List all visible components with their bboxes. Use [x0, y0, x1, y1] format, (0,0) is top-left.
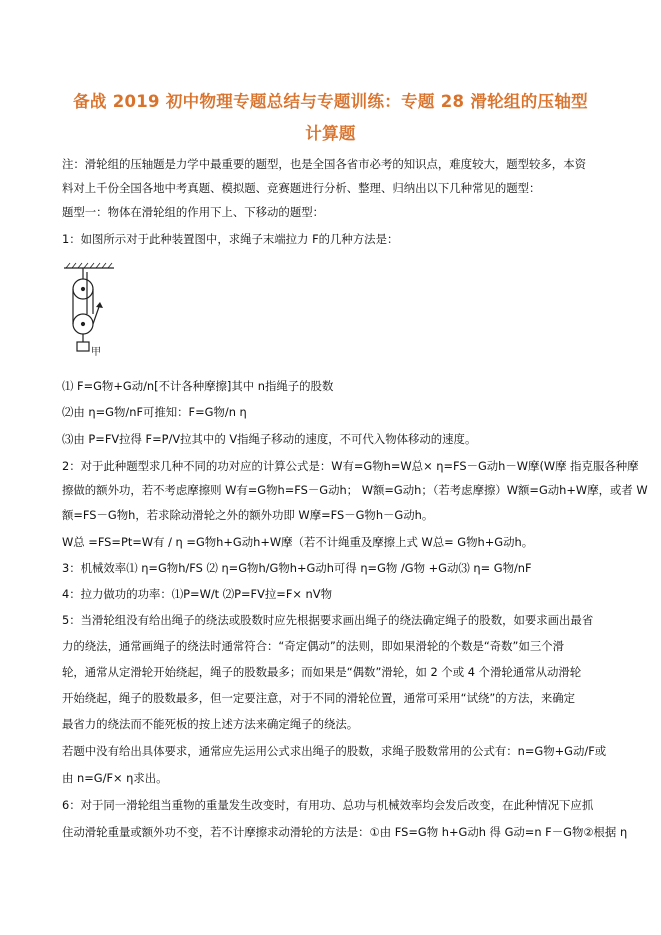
question-5-line-4: 开始绕起，绳子的股数最多，但一定要注意，对于不同的滑轮位置，通常可采用“试绕”的方法，来确定	[62, 691, 575, 705]
question-4: 4：拉力做功的功率：⑴P=W/t ⑵P=FV拉=F× nV物	[62, 587, 332, 601]
question-2-line-3: 额=FS－G物h，若求除动滑轮之外的额外功即 W摩=FS－G物h－G动h。	[62, 508, 434, 522]
question-6-line-2: 住动滑轮重量或额外功不变，若不计摩擦求动滑轮的方法是：①由 FS=G物 h+G动h 得 G动=n F－G物②根据 η	[62, 825, 628, 839]
type1-heading: 题型一：物体在滑轮组的作用下上、下移动的题型：	[62, 205, 324, 219]
method-1: ⑴ F=G物+G动/n[不计各种摩擦]其中 n指绳子的股数	[62, 379, 334, 393]
question-5-line-2: 力的绕法，通常画绳子的绕法时通常符合：“奇定偶动”的法则，即如果滑轮的个数是“奇数”如三个滑	[62, 639, 565, 653]
document-title-line-1: 备战 2019 初中物理专题总结与专题训练：专题 28 滑轮组的压轴型	[73, 92, 588, 111]
question-5-line-6: 若题中没有给出具体要求，通常应先运用公式求出绳子的股数，求绳子股数常用的公式有：n=G物+G动/F或	[62, 744, 607, 758]
question-1: 1：如图所示对于此种装置图中，求绳子末端拉力 F的几种方法是：	[62, 232, 399, 246]
question-5-line-1: 5：当滑轮组没有给出绳子的绕法或股数时应先根据要求画出绳子的绕法确定绳子的股数，如要求画出最省	[62, 613, 594, 627]
question-5-line-5: 最省力的绕法而不能死板的按上述方法来确定绳子的绕法。	[62, 717, 359, 731]
method-3: ⑶由 P=FV拉得 F=P/V拉其中的 V指绳子移动的速度，不可代入物体移动的速度。	[62, 432, 477, 446]
question-2-line-1: 2：对于此种题型求几种不同的功对应的计算公式是：W有=G物h=W总× η=FS－G动h－W摩(W摩 指克服各种摩	[62, 459, 639, 473]
question-5-line-7: 由 n=G/F× η求出。	[62, 771, 168, 785]
question-5-line-3: 轮，通常从定滑轮开始绕起，绳子的股数最多；而如果是“偶数”滑轮，如 2 个或 4 个滑轮通常从动滑轮	[62, 665, 582, 679]
figure-label: 甲	[91, 347, 101, 358]
intro-line-2: 料对上千份全国各地中考真题、模拟题、竞赛题进行分析、整理、归纳出以下几种常见的题型：	[62, 181, 541, 195]
intro-line-1: 注：滑轮组的压轴题是力学中最重要的题型，也是全国各省市必考的知识点，难度较大，题型较多，本资	[62, 157, 586, 171]
pulley-diagram	[62, 262, 132, 354]
question-2-line-4: W总 =FS=Pt=W有 / η =G物h+G动h+W摩（若不计绳重及摩擦上式 W总= G物h+G动h。	[62, 535, 534, 549]
question-2-line-2: 擦做的额外功，若不考虑摩擦则 W有=G物h=FS－G动h； W额=G动h；（若考虑摩擦）W额=G动h+W摩，或者 W	[62, 483, 648, 497]
method-2: ⑵由 η=G物/nF可推知：F=G物/n η	[62, 405, 247, 419]
question-6-line-1: 6：对于同一滑轮组当重物的重量发生改变时，有用功、总功与机械效率均会发后改变，在此种情况下应抓	[62, 798, 594, 812]
document-title-line-2: 计算题	[305, 124, 356, 143]
question-3: 3：机械效率⑴ η=G物h/FS ⑵ η=G物h/G物h+G动h可得 η=G物 /G物 +G动⑶ η= G物/nF	[62, 561, 532, 575]
